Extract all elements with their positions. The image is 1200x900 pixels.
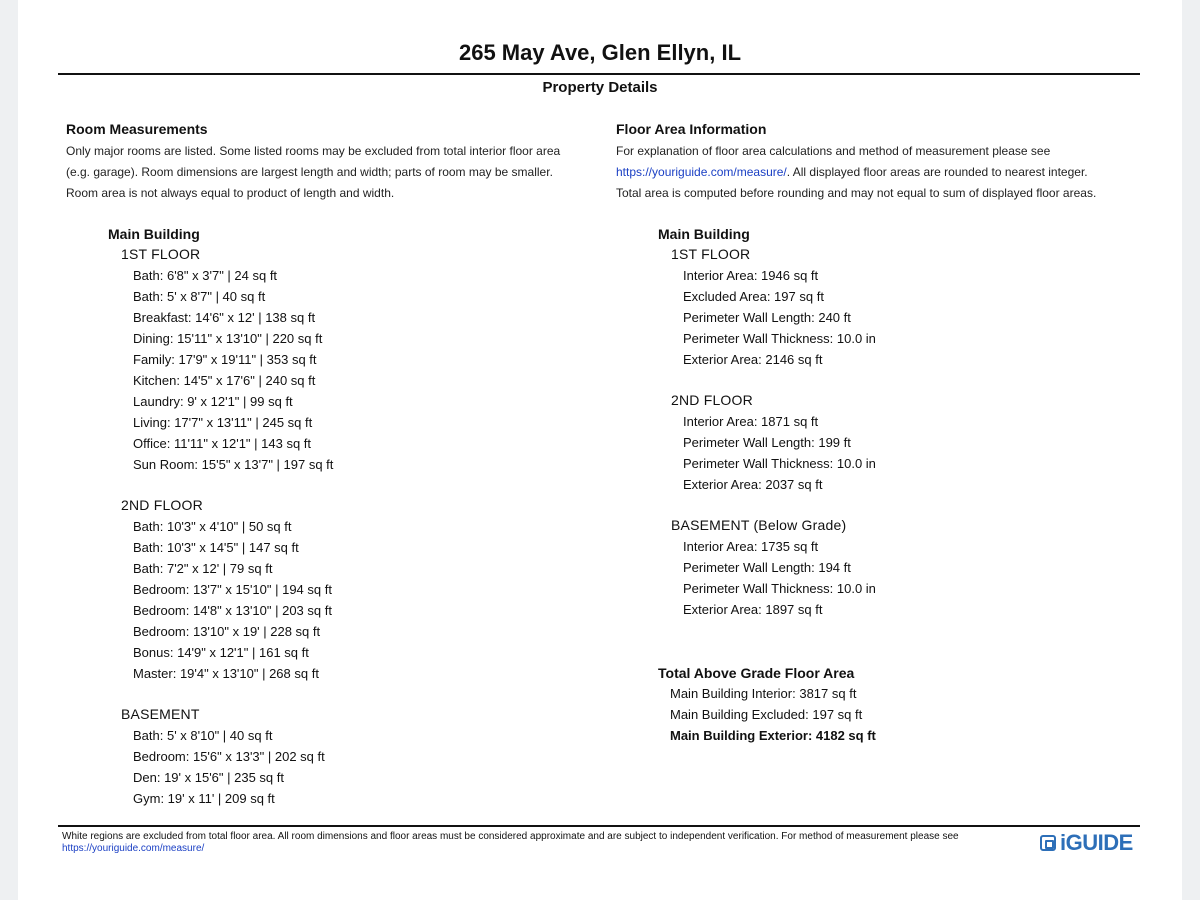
note-line: Total area is computed before rounding and may not equal to sum of displayed floor areas. <box>616 186 1097 200</box>
total-heading: Total Above Grade Floor Area <box>658 665 855 681</box>
area-item: Exterior Area: 2037 sq ft <box>683 477 823 492</box>
room-measurements-heading: Room Measurements <box>66 121 208 137</box>
room-item: Dining: 15'11" x 13'10" | 220 sq ft <box>133 331 323 346</box>
room-item: Bedroom: 13'10" x 19' | 228 sq ft <box>133 624 321 639</box>
floor-name: 1ST FLOOR <box>121 246 201 262</box>
room-item: Bedroom: 13'7" x 15'10" | 194 sq ft <box>133 582 332 597</box>
building-name: Main Building <box>658 226 750 242</box>
area-item: Exterior Area: 2146 sq ft <box>683 352 823 367</box>
area-item: Perimeter Wall Thickness: 10.0 in <box>683 456 876 471</box>
header-divider <box>58 73 1140 75</box>
floor-name: 2ND FLOOR <box>121 497 203 513</box>
footer-link[interactable]: https://youriguide.com/measure/ <box>62 843 205 854</box>
room-item: Bedroom: 14'8" x 13'10" | 203 sq ft <box>133 603 332 618</box>
total-item: Main Building Interior: 3817 sq ft <box>670 686 857 701</box>
footer-text: White regions are excluded from total floor area. All room dimensions and floor areas must be considered approximate and are subject to independent verification. For method of measurement please see <box>62 831 959 842</box>
page-title: 265 May Ave, Glen Ellyn, IL <box>458 40 742 65</box>
room-item: Bonus: 14'9" x 12'1" | 161 sq ft <box>133 645 309 660</box>
floor-name: BASEMENT <box>121 706 200 722</box>
room-item: Bath: 7'2" x 12' | 79 sq ft <box>133 561 273 576</box>
floor-name: 1ST FLOOR <box>671 246 751 262</box>
note-line <box>616 162 1156 183</box>
area-item: Interior Area: 1946 sq ft <box>683 268 819 283</box>
floor-area-heading: Floor Area Information <box>616 121 767 137</box>
room-item: Bath: 6'8" x 3'7" | 24 sq ft <box>133 268 278 283</box>
room-measurements-note <box>66 141 596 204</box>
room-list <box>108 224 568 809</box>
room-item: Den: 19' x 15'6" | 235 sq ft <box>133 770 284 785</box>
area-item: Exterior Area: 1897 sq ft <box>683 602 823 617</box>
room-item: Bath: 10'3" x 14'5" | 147 sq ft <box>133 540 299 555</box>
page <box>18 0 1182 900</box>
total-item: Main Building Excluded: 197 sq ft <box>670 707 863 722</box>
room-item: Office: 11'11" x 12'1" | 143 sq ft <box>133 436 312 451</box>
room-item: Sun Room: 15'5" x 13'7" | 197 sq ft <box>133 457 334 472</box>
iguide-logo-icon <box>1040 835 1056 851</box>
room-item: Gym: 19' x 11' | 209 sq ft <box>133 791 275 806</box>
room-item: Bath: 10'3" x 4'10" | 50 sq ft <box>133 519 292 534</box>
footer-divider <box>58 825 1140 827</box>
note-line: Only major rooms are listed. Some listed rooms may be excluded from total interior floor area <box>66 144 561 158</box>
area-item: Perimeter Wall Thickness: 10.0 in <box>683 331 876 346</box>
floor-name: BASEMENT (Below Grade) <box>671 517 847 533</box>
room-item: Master: 19'4" x 13'10" | 268 sq ft <box>133 666 319 681</box>
room-item: Bath: 5' x 8'10" | 40 sq ft <box>133 728 273 743</box>
floor-name: 2ND FLOOR <box>671 392 753 408</box>
area-item: Perimeter Wall Length: 194 ft <box>683 560 851 575</box>
room-item: Breakfast: 14'6" x 12' | 138 sq ft <box>133 310 316 325</box>
note-line: For explanation of floor area calculations and method of measurement please see <box>616 144 1051 158</box>
area-item: Perimeter Wall Length: 240 ft <box>683 310 851 325</box>
area-item: Perimeter Wall Length: 199 ft <box>683 435 851 450</box>
room-item: Family: 17'9" x 19'11" | 353 sq ft <box>133 352 317 367</box>
floor-area-note <box>616 141 1156 204</box>
logo-text: iGUIDE <box>1060 830 1133 855</box>
page-subtitle: Property Details <box>542 79 658 96</box>
measure-link[interactable]: https://youriguide.com/measure/ <box>616 165 787 179</box>
area-item: Interior Area: 1735 sq ft <box>683 539 819 554</box>
iguide-logo <box>1040 830 1133 856</box>
room-item: Kitchen: 14'5" x 17'6" | 240 sq ft <box>133 373 316 388</box>
room-item: Living: 17'7" x 13'11" | 245 sq ft <box>133 415 313 430</box>
room-item: Laundry: 9' x 12'1" | 99 sq ft <box>133 394 293 409</box>
room-item: Bath: 5' x 8'7" | 40 sq ft <box>133 289 266 304</box>
area-item: Excluded Area: 197 sq ft <box>683 289 824 304</box>
total-item-exterior: Main Building Exterior: 4182 sq ft <box>670 728 876 743</box>
footer-disclaimer <box>62 831 1002 855</box>
note-line: Room area is not always equal to product of length and width. <box>66 186 395 200</box>
floor-area-list <box>658 224 1118 746</box>
room-item: Bedroom: 15'6" x 13'3" | 202 sq ft <box>133 749 325 764</box>
area-item: Interior Area: 1871 sq ft <box>683 414 819 429</box>
note-line: (e.g. garage). Room dimensions are largest length and width; parts of room may be smaller. <box>66 165 553 179</box>
area-item: Perimeter Wall Thickness: 10.0 in <box>683 581 876 596</box>
note-line-rest: . All displayed floor areas are rounded to nearest integer. <box>786 165 1088 179</box>
building-name: Main Building <box>108 226 200 242</box>
